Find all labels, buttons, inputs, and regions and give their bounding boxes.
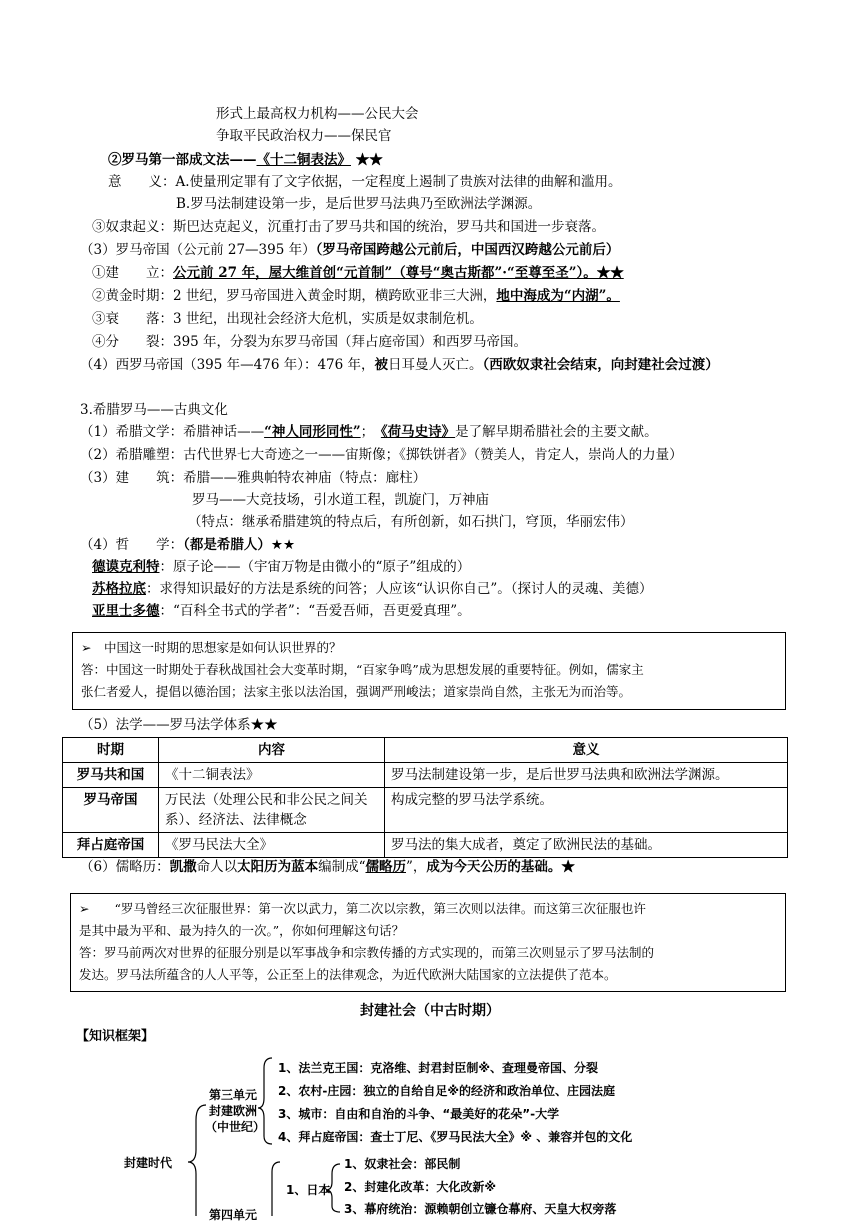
answer-line: 答：中国这一时期处于春秋战国社会大变革时期，“百家争鸣”成为思想发展的重要特征。例如，儒家主 — [81, 662, 644, 677]
significance-cell: 构成完整的罗马法学系统。 — [385, 788, 788, 833]
significance-a-text: A.使量刑定罪有了文字依据，一定程度上遏制了贵族对法律的曲解和滥用。 — [175, 174, 622, 190]
socrates-line — [92, 579, 653, 599]
lit-e: 是了解早期希腊社会的主要文献。 — [455, 424, 658, 440]
table-row — [63, 763, 788, 788]
sculpture-line: （2）希腊雕塑：古代世界七大奇迹之一——宙斯像；《掷铁饼者》（赞美人，肯定人，崇尚人的力量） — [80, 447, 683, 463]
first-law-line — [108, 150, 383, 170]
question-line: ➢ “罗马曾经三次征服世界：第一次以武力，第二次以宗教，第三次则以法律。而这第三次征服也许 — [79, 901, 646, 916]
golden-label: ②黄金时期： — [92, 288, 173, 304]
julian-calendar-line — [80, 857, 575, 877]
empire-golden-age — [92, 286, 620, 306]
answer-line: 答：罗马前两次对世界的征服分别是以军事战争和宗教传播的方式实现的，而第三次则显示了罗马法制的 — [79, 945, 655, 960]
brace-era — [188, 1105, 206, 1216]
brace-unit4 — [272, 1162, 280, 1216]
split-label: ④分 裂： — [92, 334, 173, 350]
empire-title: （3）罗马帝国（公元前 27—395 年） — [80, 242, 316, 258]
feudal-title: 封建社会（中古时期） — [360, 1003, 500, 1019]
roman-law-table — [62, 737, 788, 858]
japan-item: 1、奴隶社会：部民制 — [344, 1157, 461, 1171]
significance-cell: 罗马法制建设第一步，是后世罗马法典和欧洲法学渊源。 — [385, 763, 788, 788]
slave-revolt-line: ③奴隶起义：斯巴达克起义，沉重打击了罗马共和国的统治，罗马共和国进一步衰落。 — [92, 219, 605, 235]
founding-text: 公元前 27 年，屋大维首创“元首制”（尊号“奥古斯都”·“至尊至圣”）。★★ — [173, 265, 624, 281]
cal-h: 成为今天公历的基础。★ — [426, 859, 575, 875]
lit-d: 《荷马史诗》 — [380, 424, 456, 440]
japan-item: 2、封建化改革：大化改新※ — [344, 1180, 497, 1194]
culture-heading: 3.希腊罗马——古典文化 — [80, 402, 228, 418]
phil-b: （都是希腊人） — [183, 537, 271, 553]
significance-b: B.罗马法制建设第一步，是后世罗马法典乃至欧洲法学渊源。 — [176, 196, 542, 212]
unit3-item: 2、农村-庄园：独立的自给自足※的经济和政治单位、庄园法庭 — [278, 1084, 615, 1098]
empire-founding — [92, 263, 624, 283]
cal-d: 太阳历为蓝本 — [237, 859, 319, 875]
question-line: 是其中最为平和、最为持久的一次。”，你如何理解这句话？ — [79, 923, 405, 938]
first-law-prefix: ②罗马第一部成文法—— — [108, 152, 257, 168]
golden-strong: 地中海成为“内湖”。 — [496, 288, 620, 304]
period-cell: 罗马帝国 — [63, 788, 159, 833]
unit3-item: 1、法兰克王国：克洛维、封君封臣制※、查理曼帝国、分裂 — [278, 1061, 599, 1075]
split-text: 395 年，分裂为东罗马帝国（拜占庭帝国）和西罗马帝国。 — [173, 334, 528, 350]
aristotle-name: 亚里士多德 — [92, 603, 160, 619]
law-system-title: （5）法学——罗马法学体系★★ — [80, 717, 278, 733]
architecture-b: 罗马——大竞技场，引水道工程，凯旋门，万神庙 — [192, 492, 489, 508]
header-period: 时期 — [63, 738, 159, 763]
assembly-line: 形式上最高权力机构——公民大会 — [216, 106, 419, 122]
unit4-label: 第四单元 — [209, 1208, 258, 1222]
west-d: （西欧奴隶社会结束，向封建社会过渡） — [482, 357, 719, 373]
lit-c: ； — [360, 424, 381, 440]
first-law-stars: ★★ — [351, 152, 383, 168]
lit-b: “神人同形同性” — [264, 424, 361, 440]
header-significance: 意义 — [385, 738, 788, 763]
unit3-item: 4、拜占庭帝国：查士丁尼、《罗马民法大全》※ 、兼容并包的文化 — [278, 1130, 633, 1144]
golden-text: 2 世纪，罗马帝国进入黄金时期，横跨欧亚非三大洲， — [173, 288, 497, 304]
japan-label: 1、日本 — [286, 1183, 331, 1197]
table-row — [63, 833, 788, 858]
west-b: 被 — [374, 357, 389, 373]
philosophy-line — [80, 535, 295, 555]
question-box-china — [72, 632, 786, 710]
period-cell: 罗马共和国 — [63, 763, 159, 788]
west-a: （4）西罗马帝国（395 年—476 年）：476 年， — [80, 357, 375, 373]
significance-a — [108, 172, 622, 192]
decline-text: 3 世纪，出现社会经济大危机，实质是奴隶制危机。 — [173, 311, 483, 327]
aristotle-line — [92, 601, 471, 621]
democritus-text: ：原子论——（宇宙万物是由微小的“原子”组成的） — [159, 559, 471, 575]
empire-decline — [92, 309, 483, 329]
content-cell: 《罗马民法大全》 — [159, 833, 385, 858]
tribune-line: 争取平民政治权力——保民官 — [216, 128, 392, 144]
cal-g: ”， — [406, 859, 427, 875]
west-c: 日耳曼人灭亡。 — [388, 357, 483, 373]
unit3-item: 3、城市：自由和自治的斗争、“最美好的花朵”-大学 — [278, 1107, 560, 1121]
period-cell: 拜占庭帝国 — [63, 833, 159, 858]
phil-c: ★★ — [270, 537, 296, 553]
unit3-line-1: 第三单元 — [209, 1088, 258, 1102]
socrates-text: ：求得知识最好的方法是系统的问答；人应该“认识你自己”。（探讨人的灵魂、美德） — [146, 581, 653, 597]
unit3-line-2: 封建欧洲 — [209, 1104, 258, 1118]
socrates-name: 苏格拉底 — [92, 581, 146, 597]
first-law-name: 《十二铜表法》 — [256, 152, 351, 168]
table-header-row — [63, 738, 788, 763]
empire-split — [92, 332, 527, 352]
answer-line: 张仁者爱人，提倡以德治国；法家主张以法治国，强调严刑峻法；道家崇尚自然，主张无为而治等。 — [81, 684, 632, 699]
japan-item: 3、幕府统治：源赖朝创立镰仓幕府、天皇大权旁落 — [344, 1202, 617, 1216]
content-cell: 《十二铜表法》 — [159, 763, 385, 788]
cal-b: 凯撒 — [169, 859, 197, 875]
header-content: 内容 — [159, 738, 385, 763]
question-box-rome — [70, 893, 786, 992]
cal-f: 儒略历 — [365, 859, 406, 875]
significance-label: 意 义： — [108, 174, 176, 190]
aristotle-text: ：“百科全书式的学者”：“吾爱吾师，吾更爱真理”。 — [159, 603, 471, 619]
framework-label: 【知识框架】 — [76, 1029, 155, 1044]
architecture-c: （特点：继承希腊建筑的特点后，有所创新，如石拱门，穹顶，华丽宏伟） — [188, 514, 634, 530]
cal-c: 命人以 — [196, 859, 238, 875]
question: ➢ 中国这一时期的思想家是如何认识世界的？ — [81, 640, 342, 655]
empire-heading — [80, 240, 619, 260]
content-cell: 万民法（处理公民和非公民之间关系）、经济法、法律概念 — [159, 788, 385, 833]
democritus-name: 德谟克利特 — [92, 559, 160, 575]
table-row — [63, 788, 788, 833]
unit3-line-3: （中世纪） — [205, 1120, 266, 1134]
literature-line — [80, 422, 658, 442]
phil-a: （4）哲 学： — [80, 537, 184, 553]
cal-a: （6）儒略历： — [80, 859, 170, 875]
cal-e: 编制成“ — [318, 859, 366, 875]
empire-note: （罗马帝国跨越公元前后，中国西汉跨越公元前后） — [315, 242, 620, 258]
answer-line: 发达。罗马法所蕴含的人人平等，公正至上的法律观念，为近代欧洲大陆国家的立法提供了范本。 — [79, 967, 617, 982]
lit-a: （1）希腊文学：希腊神话—— — [80, 424, 265, 440]
democritus-line — [92, 557, 470, 577]
founding-label: ①建 立： — [92, 265, 173, 281]
decline-label: ③衰 落： — [92, 311, 173, 327]
significance-cell: 罗马法的集大成者，奠定了欧洲民法的基础。 — [385, 833, 788, 858]
architecture-a: （3）建 筑：希腊——雅典帕特农神庙（特点：廊柱） — [80, 470, 427, 486]
west-rome-line — [80, 355, 719, 375]
era-label: 封建时代 — [124, 1156, 173, 1170]
